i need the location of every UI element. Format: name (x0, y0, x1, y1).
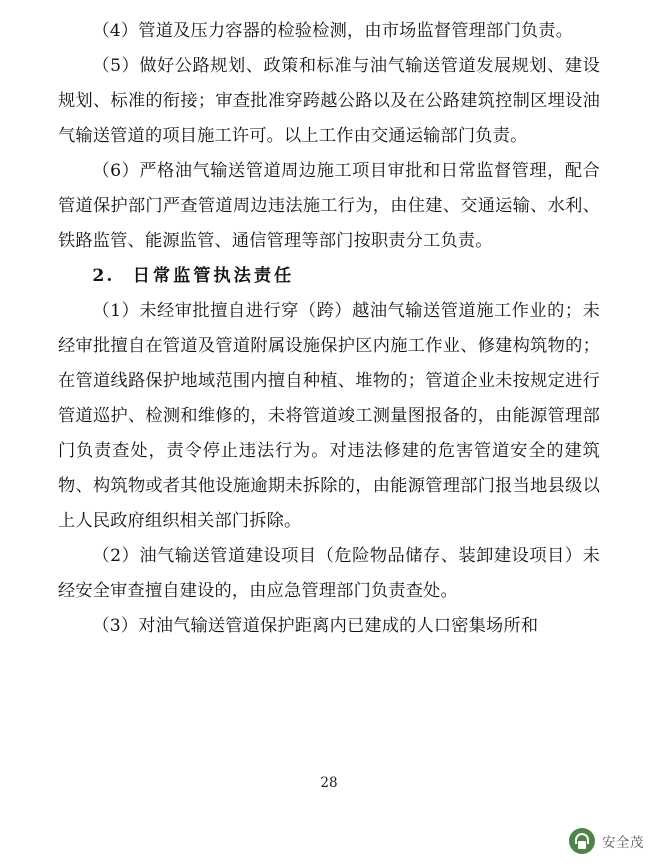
footer-watermark (569, 828, 644, 854)
page-number: 28 (320, 775, 338, 791)
paragraph: （5）做好公路规划、政策和标准与油气输送管道发展规划、建设规划、标准的衔接；审查批准穿跨越公路以及在公路建筑控制区埋设油气输送管道的项目施工许可。以上工作由交通运输部门负责。 (58, 56, 600, 146)
footer-watermark-label: 安全茂 (602, 835, 644, 851)
section-heading (58, 259, 600, 294)
paragraph: （4）管道及压力容器的检验检测，由市场监督管理部门负责。 (92, 21, 573, 41)
section-heading-number: 2. (92, 266, 115, 286)
paragraph: （3）对油气输送管道保护距离内已建成的人口密集场所和 (92, 616, 539, 636)
shield-safety-icon (569, 828, 595, 854)
paragraph: （6）严格油气输送管道周边施工项目审批和日常监督管理，配合管道保护部门严查管道周边违法施工行为，由住建、交通运输、水利、铁路监管、能源监管、通信管理等部门按职责分工负责。 (58, 161, 600, 251)
document-body (58, 14, 600, 644)
paragraph: （1）未经审批擅自进行穿（跨）越油气输送管道施工作业的；未经审批擅自在管道及管道附属设施保护区内施工作业、修建构筑物的；在管道线路保护地域范围内擅自种植、堆物的；管道企业未按规定进行管道巡护、检测和维修的，未将管道竣工测量图报备的，由能源管理部门负责查处，责令停止违法行为。对违法修建的危害管道安全的建筑物、构筑物或者其他设施逾期未拆除的，由能源管理部门报当地县级以上人民政府组织相关部门拆除。 (58, 301, 600, 531)
paragraph: （2）油气输送管道建设项目（危险物品储存、装卸建设项目）未经安全审查擅自建设的，由应急管理部门负责查处。 (58, 546, 600, 601)
section-heading-text: 日常监管执法责任 (132, 266, 295, 286)
